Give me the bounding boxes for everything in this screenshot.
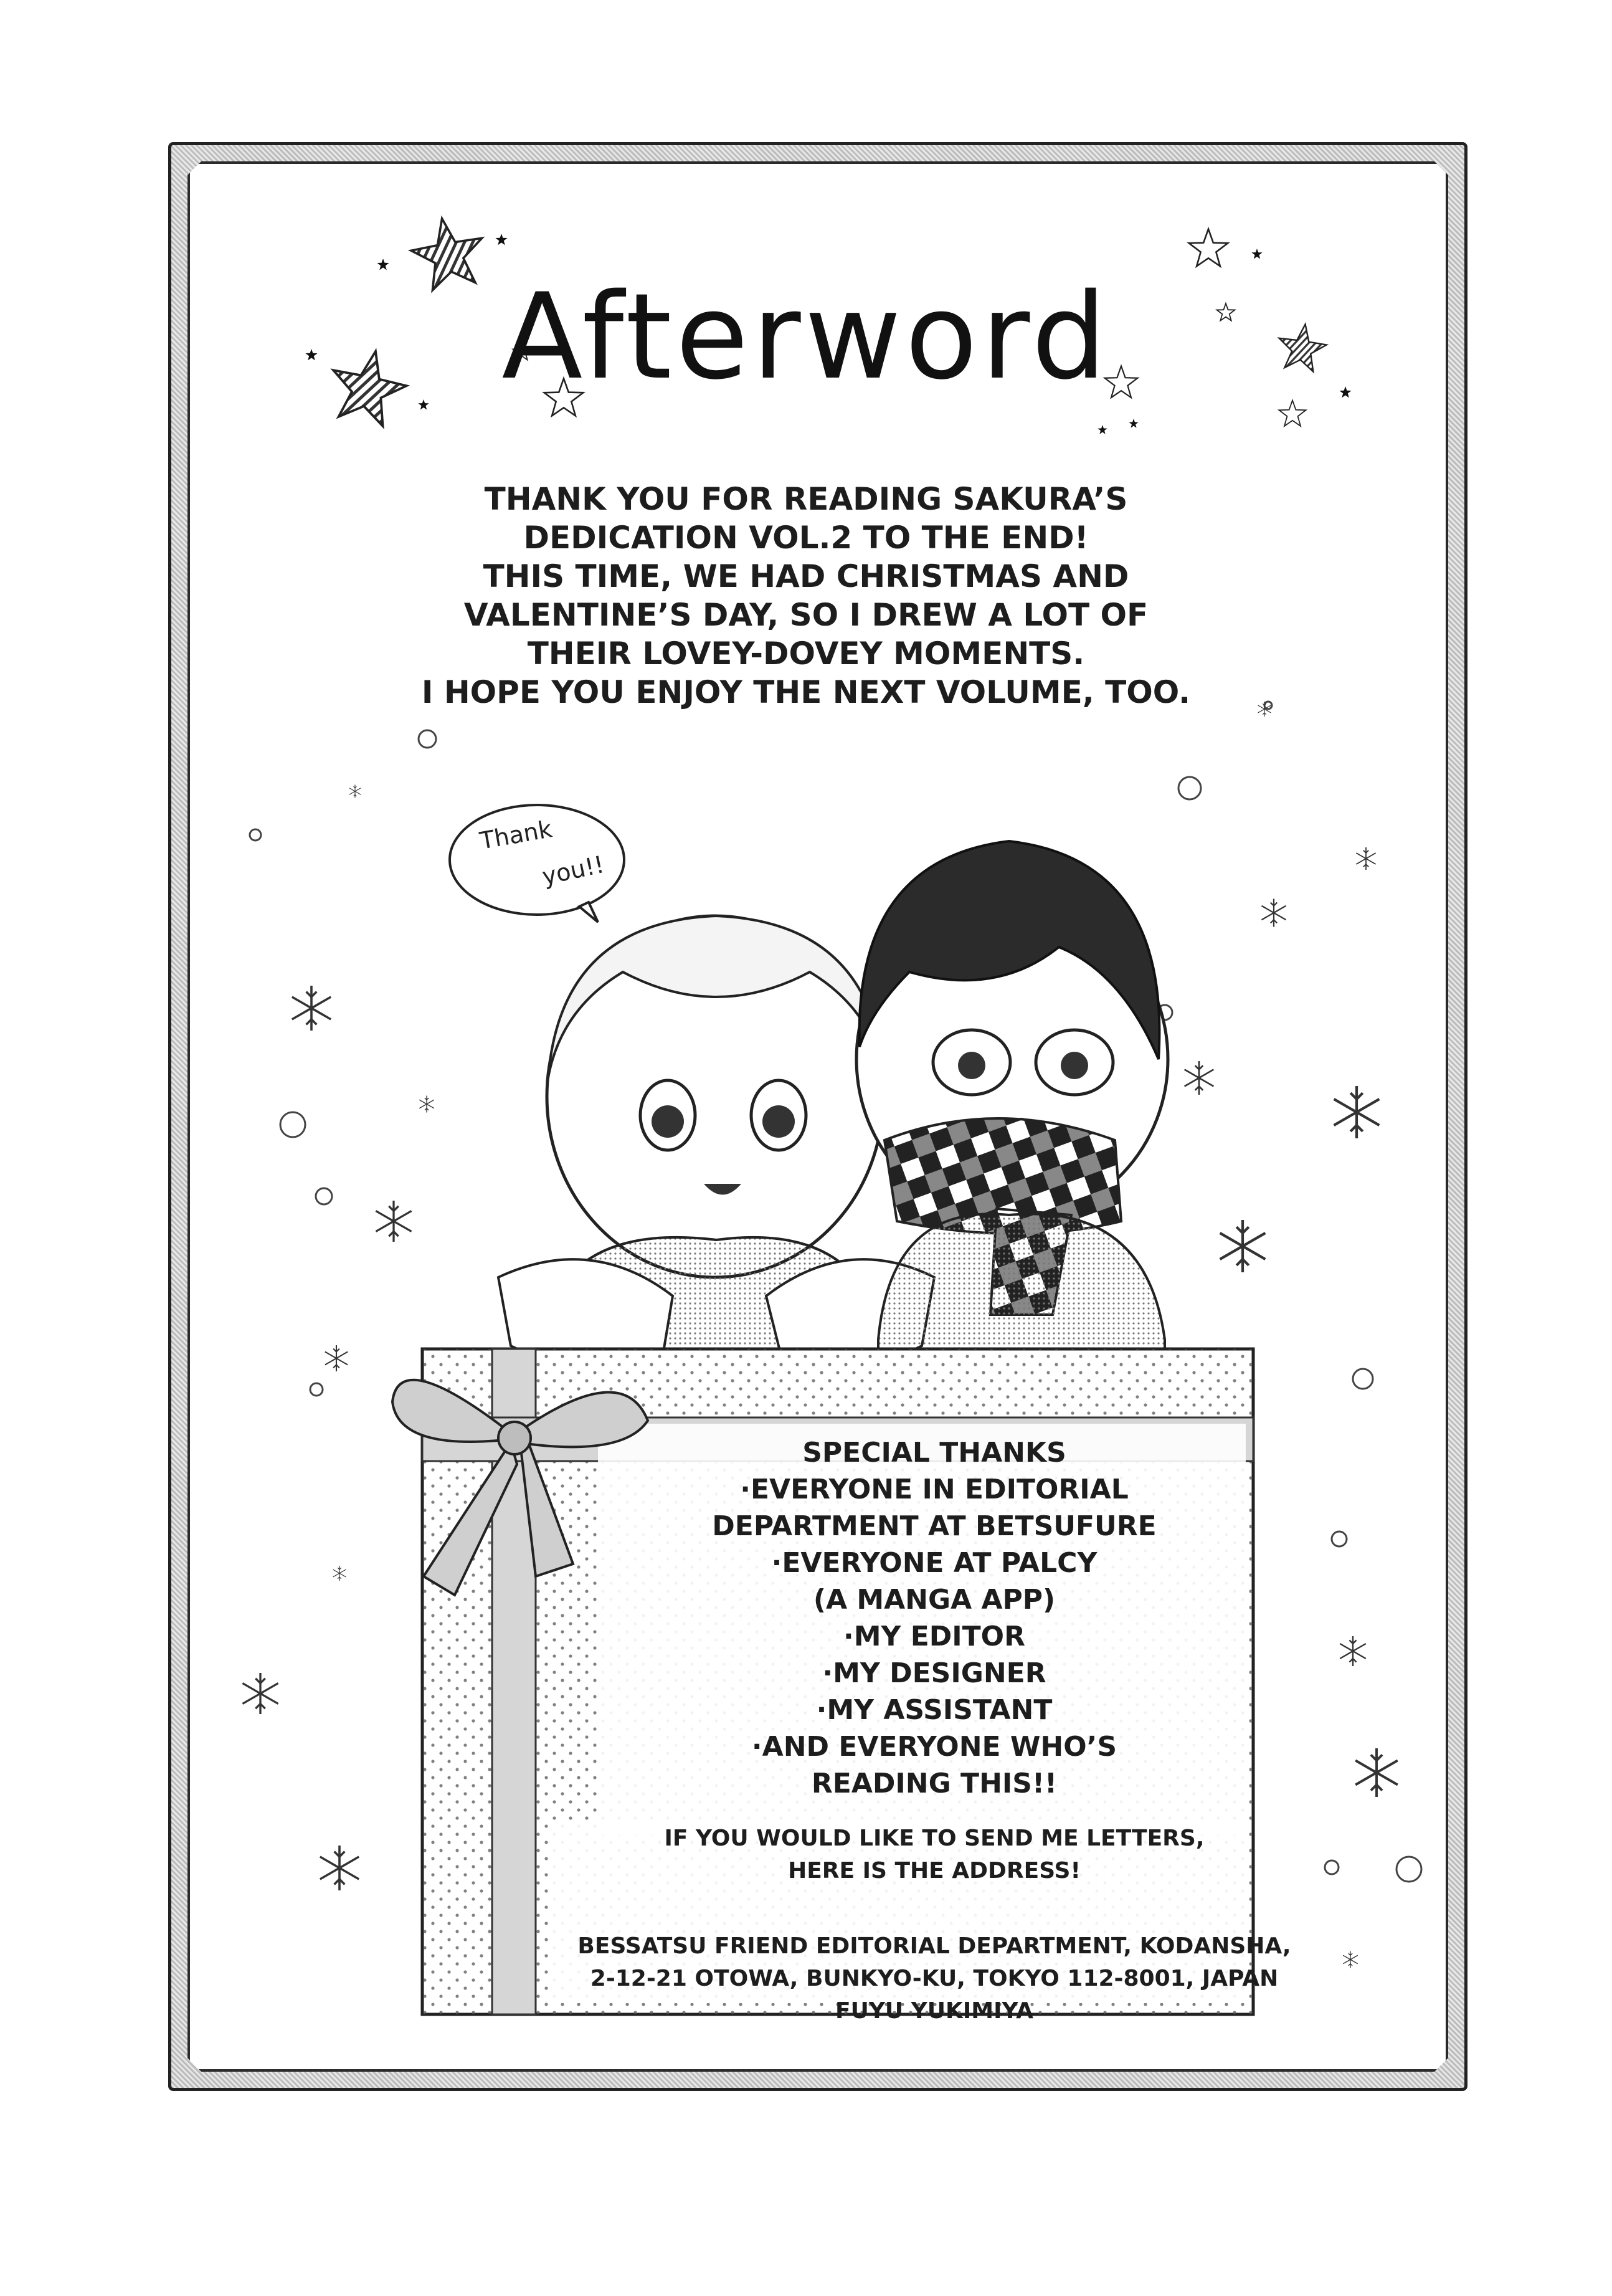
address-line: BESSATSU FRIEND EDITORIAL DEPARTMENT, KODANSHA, — [577, 1933, 1291, 1959]
boy-character — [856, 841, 1168, 1352]
special-thanks — [511, 1434, 1358, 1802]
special-thanks-line: SPECIAL THANKS — [802, 1437, 1066, 1469]
intro-line: VALENTINE’S DAY, SO I DREW A LOT OF — [463, 597, 1149, 633]
intro-line: THIS TIME, WE HAD CHRISTMAS AND — [483, 558, 1129, 594]
special-thanks-line: ·AND EVERYONE WHO’S — [751, 1731, 1117, 1763]
special-thanks-line: (A MANGA APP) — [813, 1584, 1056, 1616]
special-thanks-line: ·MY DESIGNER — [822, 1657, 1046, 1689]
letters-note-line: IF YOU WOULD LIKE TO SEND ME LETTERS, — [664, 1826, 1205, 1851]
special-thanks-line: ·MY EDITOR — [843, 1621, 1025, 1652]
letters-note — [511, 1822, 1358, 1887]
intro-message — [0, 480, 1612, 712]
special-thanks-line: ·EVERYONE IN EDITORIAL — [740, 1474, 1129, 1505]
special-thanks-line: ·EVERYONE AT PALCY — [771, 1547, 1098, 1579]
address-line: 2-12-21 OTOWA, BUNKYO-KU, TOKYO 112-8001, JAPAN — [590, 1966, 1279, 1991]
special-thanks-line: DEPARTMENT AT BETSUFURE — [712, 1510, 1157, 1542]
page-title: Afterword — [501, 268, 1111, 406]
intro-line: THANK YOU FOR READING SAKURA’S — [484, 481, 1128, 517]
intro-line: DEDICATION VOL.2 TO THE END! — [523, 520, 1089, 556]
address-line: FUYU YUKIMIYA — [835, 1998, 1033, 2024]
speech-bubble-line: Thank — [478, 815, 554, 855]
speech-bubble-line: you!! — [539, 850, 607, 890]
special-thanks-line: READING THIS!! — [811, 1768, 1058, 1799]
mailing-address — [511, 1930, 1358, 2027]
intro-line: THEIR LOVEY-DOVEY MOMENTS. — [527, 636, 1085, 672]
letters-note-line: HERE IS THE ADDRESS! — [788, 1858, 1081, 1884]
intro-line: I HOPE YOU ENJOY THE NEXT VOLUME, TOO. — [421, 674, 1191, 710]
special-thanks-line: ·MY ASSISTANT — [816, 1694, 1053, 1726]
